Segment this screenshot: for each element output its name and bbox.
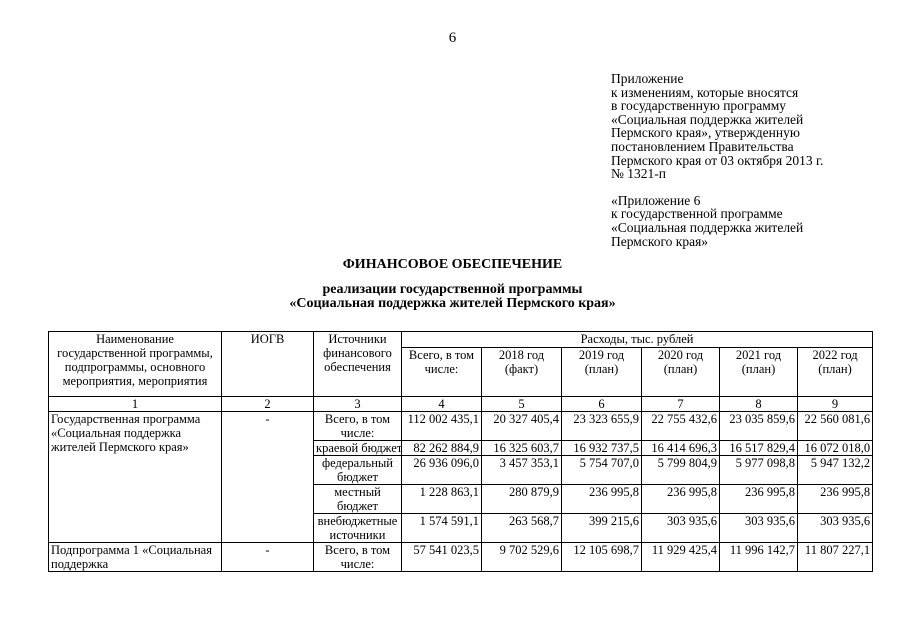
subtitle-line: реализации государственной программы (322, 282, 583, 297)
value-cell: 16 414 696,3 (642, 441, 720, 456)
value-cell: 12 105 698,7 (562, 543, 642, 572)
source-cell: Всего, в том числе: (314, 543, 402, 572)
value-cell: 5 947 132,2 (798, 456, 873, 485)
subprogram-iogv: - (222, 543, 314, 572)
subprogram-name: Подпрограмма 1 «Социальная поддержка (49, 543, 222, 572)
value-cell: 1 228 863,1 (402, 485, 482, 514)
value-cell: 16 517 829,4 (720, 441, 798, 456)
value-cell: 236 995,8 (642, 485, 720, 514)
source-cell: Всего, в том числе: (314, 412, 402, 441)
value-cell: 303 935,6 (720, 514, 798, 543)
column-number: 6 (562, 397, 642, 412)
value-cell: 16 932 737,5 (562, 441, 642, 456)
value-cell: 82 262 884,9 (402, 441, 482, 456)
source-cell: краевой бюджет (314, 441, 402, 456)
header-sources: Источники финансового обеспечения (314, 332, 402, 397)
column-number: 5 (482, 397, 562, 412)
value-cell: 5 977 098,8 (720, 456, 798, 485)
value-cell: 16 072 018,0 (798, 441, 873, 456)
value-cell: 303 935,6 (642, 514, 720, 543)
value-cell: 112 002 435,1 (402, 412, 482, 441)
value-cell: 3 457 353,1 (482, 456, 562, 485)
column-numbers-row (49, 397, 873, 412)
appendix-line: Пермского края от 03 октября 2013 г. (611, 152, 824, 168)
header-2020: 2020 год (план) (642, 348, 720, 397)
source-cell: местный бюджет (314, 485, 402, 514)
document-title: ФИНАНСОВОЕ ОБЕСПЕЧЕНИЕ (342, 257, 563, 272)
value-cell: 280 879,9 (482, 485, 562, 514)
column-number: 9 (798, 397, 873, 412)
appendix-line: к изменениям, которые вносятся (611, 84, 799, 100)
page-number: 6 (448, 30, 457, 46)
value-cell: 263 568,7 (482, 514, 562, 543)
header-total: Всего, в том числе: (402, 348, 482, 397)
column-number: 8 (720, 397, 798, 412)
value-cell: 236 995,8 (562, 485, 642, 514)
value-cell: 23 323 655,9 (562, 412, 642, 441)
appendix-line: «Социальная поддержка жителей (611, 111, 804, 127)
column-number: 7 (642, 397, 720, 412)
value-cell: 11 807 227,1 (798, 543, 873, 572)
appendix-line: постановлением Правительства (611, 138, 794, 154)
header-name: Наименование государственной программы, подпрограммы, основного мероприятия, мероприятия (49, 332, 222, 397)
value-cell: 22 755 432,6 (642, 412, 720, 441)
appendix-line: в государственную программу (611, 98, 787, 114)
source-cell: внебюджетные источники (314, 514, 402, 543)
appendix-line: «Приложение 6 (611, 192, 701, 208)
financing-table (48, 331, 873, 572)
appendix-block (611, 72, 823, 248)
value-cell: 20 327 405,4 (482, 412, 562, 441)
program-name: Государственная программа «Социальная поддержка жителей Пермского края» (49, 412, 222, 543)
value-cell: 5 754 707,0 (562, 456, 642, 485)
value-cell: 11 996 142,7 (720, 543, 798, 572)
header-2018: 2018 год (факт) (482, 348, 562, 397)
appendix-line: к государственной программе (611, 206, 783, 222)
value-cell: 236 995,8 (720, 485, 798, 514)
header-iogv: ИОГВ (222, 332, 314, 397)
source-cell: федеральный бюджет (314, 456, 402, 485)
header-2022: 2022 год (план) (798, 348, 873, 397)
column-number: 2 (222, 397, 314, 412)
value-cell: 303 935,6 (798, 514, 873, 543)
value-cell: 5 799 804,9 (642, 456, 720, 485)
column-number: 4 (402, 397, 482, 412)
column-number: 3 (314, 397, 402, 412)
appendix-line: № 1321-п (611, 166, 666, 182)
header-2021: 2021 год (план) (720, 348, 798, 397)
value-cell: 23 035 859,6 (720, 412, 798, 441)
appendix-line: «Социальная поддержка жителей (611, 219, 804, 235)
table-row (49, 412, 873, 441)
header-2019: 2019 год (план) (562, 348, 642, 397)
value-cell: 16 325 603,7 (482, 441, 562, 456)
table-row (49, 543, 873, 572)
value-cell: 11 929 425,4 (642, 543, 720, 572)
appendix-line: Приложение (611, 71, 684, 86)
header-expenses: Расходы, тыс. рублей (402, 332, 873, 348)
appendix-line: Пермского края» (611, 233, 709, 249)
value-cell: 399 215,6 (562, 514, 642, 543)
value-cell: 22 560 081,6 (798, 412, 873, 441)
subtitle-line: «Социальная поддержка жителей Пермского края» (289, 296, 616, 311)
value-cell: 57 541 023,5 (402, 543, 482, 572)
program-iogv: - (222, 412, 314, 543)
value-cell: 26 936 096,0 (402, 456, 482, 485)
value-cell: 9 702 529,6 (482, 543, 562, 572)
document-subtitle (0, 283, 905, 311)
value-cell: 1 574 591,1 (402, 514, 482, 543)
appendix-line: Пермского края», утвержденную (611, 125, 800, 141)
value-cell: 236 995,8 (798, 485, 873, 514)
column-number: 1 (49, 397, 222, 412)
